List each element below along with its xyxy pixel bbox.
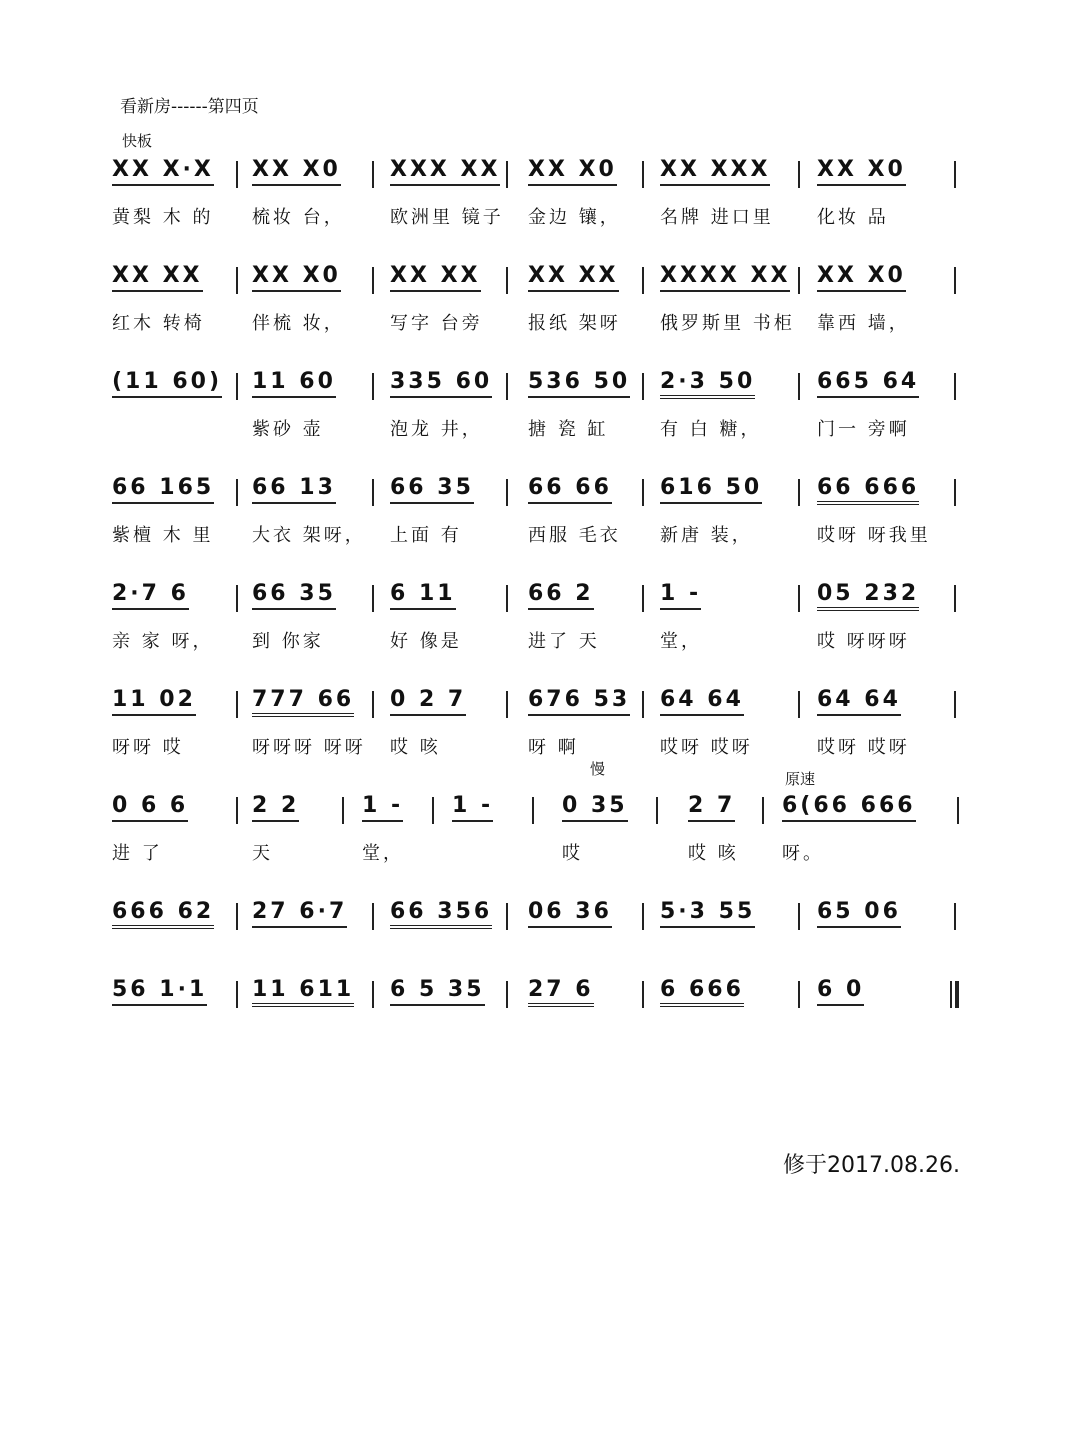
barline [798, 585, 800, 612]
measure-notes: XX X0 [252, 263, 341, 292]
measure-notes: 1 - [452, 793, 493, 822]
measure-notes: XX X·X [112, 157, 214, 186]
barline [506, 161, 508, 188]
lyric-text: 新唐 装， [660, 525, 753, 546]
notes-row [112, 367, 972, 403]
barline [236, 903, 238, 930]
barline [372, 373, 374, 400]
measure-notes: 27 6 [528, 977, 594, 1007]
measure-notes: (11 60) [112, 369, 222, 398]
barline [656, 797, 658, 824]
barline [506, 267, 508, 294]
notes-row [112, 473, 972, 509]
measure-notes: 2·3 50 [660, 369, 755, 399]
page-title: 看新房------第四页 [120, 97, 259, 117]
measure-notes: 6 5 35 [390, 977, 485, 1006]
lyric-text: 红木 转椅 [112, 313, 205, 334]
measure-notes: 66 165 [112, 475, 214, 504]
measure-notes: 6 0 [817, 977, 864, 1006]
barline [236, 161, 238, 188]
barline [236, 267, 238, 294]
lyric-text: 哎 咳 [390, 737, 441, 758]
lyric-text: 写字 台旁 [390, 313, 483, 334]
barline [642, 267, 644, 294]
measure-notes: 6 11 [390, 581, 456, 610]
tempo-slow-mark: 慢 [590, 760, 606, 778]
barline [954, 161, 956, 188]
notes-row [112, 685, 972, 721]
measure-notes: 666 62 [112, 899, 214, 929]
lyric-text: 堂， [660, 631, 702, 652]
lyric-text: 堂， [362, 843, 404, 864]
tempo-marking: 快板 [122, 132, 153, 150]
lyric-text: 西服 毛衣 [528, 525, 621, 546]
lyric-text: 大衣 架呀， [252, 525, 366, 546]
lyric-text: 梳妆 台， [252, 207, 345, 228]
barline [954, 903, 956, 930]
lyric-text: 欧洲里 镜子 [390, 207, 504, 228]
barline [506, 981, 508, 1008]
measure-notes: 6 666 [660, 977, 744, 1007]
measure-notes: 06 36 [528, 899, 612, 928]
barline [798, 691, 800, 718]
barline [642, 373, 644, 400]
barline [372, 161, 374, 188]
lyric-text: 哎 呀呀呀 [817, 631, 910, 652]
measure-notes: 05 232 [817, 581, 919, 611]
notes-row [112, 975, 972, 1011]
lyric-text: 有 白 糖， [660, 419, 762, 440]
barline [236, 373, 238, 400]
measure-notes: 66 356 [390, 899, 492, 929]
tempo-original-mark: 原速 [785, 770, 816, 788]
lyric-text: 哎呀 哎呀 [660, 737, 753, 758]
lyric-text: 金边 镶， [528, 207, 621, 228]
measure-notes: 64 64 [660, 687, 744, 716]
barline [798, 903, 800, 930]
measure-notes: 777 66 [252, 687, 354, 717]
lyric-text: 泡龙 井， [390, 419, 483, 440]
barline [954, 479, 956, 506]
measure-notes: 11 60 [252, 369, 336, 398]
barline [236, 981, 238, 1008]
measure-notes: 6(66 666 [782, 793, 916, 822]
lyric-text: 好 像是 [390, 631, 462, 652]
measure-notes: 66 13 [252, 475, 336, 504]
measure-notes: 1 - [660, 581, 701, 610]
barline [532, 797, 534, 824]
measure-notes: XX XX [390, 263, 481, 292]
measure-notes: 1 - [362, 793, 403, 822]
lyric-text: 紫砂 壶 [252, 419, 324, 440]
measure-notes: XX X0 [252, 157, 341, 186]
measure-notes: XX XX [528, 263, 619, 292]
notes-row [112, 897, 972, 933]
barline [506, 373, 508, 400]
barline [342, 797, 344, 824]
lyrics-row [112, 415, 972, 439]
barline [642, 585, 644, 612]
measure-notes: 11 611 [252, 977, 354, 1007]
measure-notes: 0 35 [562, 793, 628, 822]
measure-notes: 0 2 7 [390, 687, 466, 716]
barline [372, 267, 374, 294]
barline [954, 267, 956, 294]
measure-notes: 66 66 [528, 475, 612, 504]
barline [798, 267, 800, 294]
barline [798, 981, 800, 1008]
barline [642, 903, 644, 930]
barline [954, 373, 956, 400]
barline [372, 691, 374, 718]
lyric-text: 伴梳 妆， [252, 313, 345, 334]
barline [432, 797, 434, 824]
measure-notes: 2·7 6 [112, 581, 189, 610]
barline [236, 797, 238, 824]
lyric-text: 俄罗斯里 书柜 [660, 313, 795, 334]
measure-notes: 66 666 [817, 475, 919, 505]
lyric-text: 天 [252, 843, 273, 864]
measure-notes: 27 6·7 [252, 899, 347, 928]
lyric-text: 名牌 进口里 [660, 207, 774, 228]
lyrics-row [112, 521, 972, 545]
measure-notes: 66 2 [528, 581, 594, 610]
measure-notes: 2 7 [688, 793, 735, 822]
lyric-text: 哎 咳 [688, 843, 739, 864]
measure-notes: 665 64 [817, 369, 919, 398]
lyric-text: 紫檀 木 里 [112, 525, 214, 546]
barline [954, 691, 956, 718]
barline [506, 479, 508, 506]
barline [798, 161, 800, 188]
barline [762, 797, 764, 824]
barline [642, 161, 644, 188]
lyric-text: 门一 旁啊 [817, 419, 910, 440]
measure-notes: 616 50 [660, 475, 762, 504]
barline [798, 479, 800, 506]
lyric-text: 呀呀呀 呀呀 [252, 737, 366, 758]
measure-notes: 64 64 [817, 687, 901, 716]
barline [506, 585, 508, 612]
lyrics-row [112, 839, 972, 863]
notes-row [112, 791, 972, 827]
barline [954, 585, 956, 612]
measure-notes: 335 60 [390, 369, 492, 398]
lyric-text: 呀呀 哎 [112, 737, 184, 758]
measure-notes: 2 2 [252, 793, 299, 822]
lyrics-row [112, 203, 972, 227]
barline [236, 691, 238, 718]
lyric-text: 靠西 墙， [817, 313, 910, 334]
measure-notes: 0 6 6 [112, 793, 188, 822]
measure-notes: 5·3 55 [660, 899, 755, 928]
measure-notes: XX XXX [660, 157, 770, 186]
measure-notes: XX XX [112, 263, 203, 292]
barline [957, 797, 959, 824]
measure-notes: 65 06 [817, 899, 901, 928]
measure-notes: XX X0 [817, 263, 906, 292]
lyric-text: 上面 有 [390, 525, 462, 546]
final-barline-thin [950, 981, 952, 1008]
lyric-text: 化妆 品 [817, 207, 889, 228]
barline [372, 479, 374, 506]
notes-row [112, 155, 972, 191]
barline [506, 903, 508, 930]
lyric-text: 哎 [562, 843, 583, 864]
barline [236, 585, 238, 612]
lyric-text: 呀。 [782, 843, 824, 864]
barline [642, 981, 644, 1008]
measure-notes: XXX XX [390, 157, 500, 186]
final-barline-thick [955, 981, 959, 1008]
measure-notes: 676 53 [528, 687, 630, 716]
measure-notes: 66 35 [390, 475, 474, 504]
measure-notes: 536 50 [528, 369, 630, 398]
lyric-text: 呀 啊 [528, 737, 579, 758]
barline [236, 479, 238, 506]
lyrics-row [112, 309, 972, 333]
barline [372, 903, 374, 930]
lyric-text: 哎呀 呀我里 [817, 525, 931, 546]
lyric-text: 黄梨 木 的 [112, 207, 214, 228]
lyric-text: 亲 家 呀， [112, 631, 214, 652]
revision-date: 修于2017.08.26. [783, 1153, 960, 1178]
barline [506, 691, 508, 718]
lyrics-row [112, 1023, 972, 1047]
measure-notes: 66 35 [252, 581, 336, 610]
measure-notes: XXXX XX [660, 263, 790, 292]
lyric-text: 哎呀 哎呀 [817, 737, 910, 758]
lyric-text: 报纸 架呀 [528, 313, 621, 334]
measure-notes: 56 1·1 [112, 977, 207, 1006]
lyrics-row [112, 627, 972, 651]
barline [372, 981, 374, 1008]
barline [798, 373, 800, 400]
lyric-text: 到 你家 [252, 631, 324, 652]
lyric-text: 进 了 [112, 843, 163, 864]
measure-notes: XX X0 [528, 157, 617, 186]
notes-row [112, 261, 972, 297]
lyric-text: 搪 瓷 缸 [528, 419, 609, 440]
lyrics-row [112, 733, 972, 757]
notes-row [112, 579, 972, 615]
lyrics-row [112, 945, 972, 969]
barline [642, 691, 644, 718]
barline [642, 479, 644, 506]
measure-notes: XX X0 [817, 157, 906, 186]
barline [372, 585, 374, 612]
lyric-text: 进了 天 [528, 631, 600, 652]
measure-notes: 11 02 [112, 687, 196, 716]
